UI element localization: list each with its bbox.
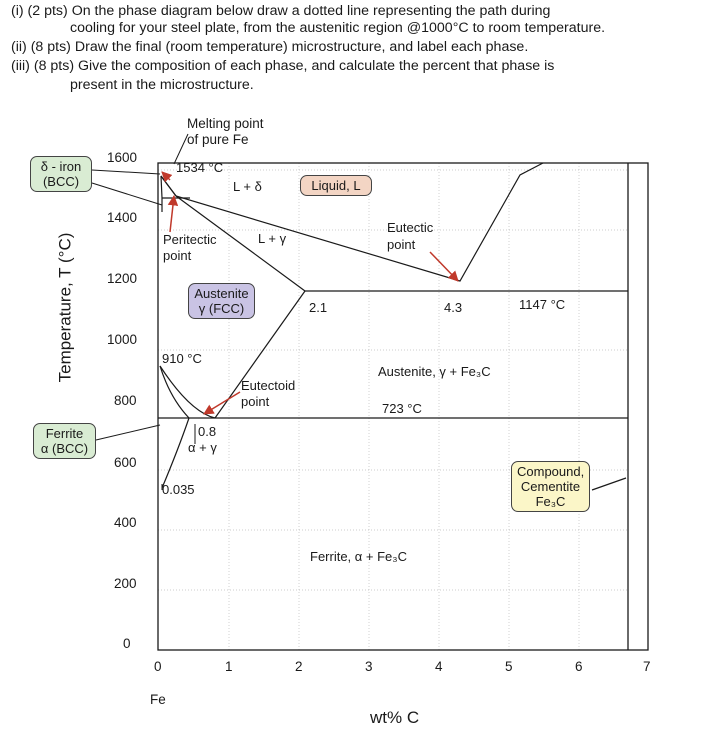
y-tick-1400: 1400 bbox=[107, 210, 138, 225]
peritectic-label: Peritectic bbox=[163, 232, 217, 247]
question-line-3: (ii) (8 pts) Draw the final (room temperature) microstructure, and label each phase. bbox=[11, 39, 529, 55]
eutectoid-label-2: point bbox=[241, 394, 270, 409]
x-tick-6: 6 bbox=[575, 659, 583, 674]
austenite-label: Austenite bbox=[194, 286, 249, 301]
peritectic-label-2: point bbox=[163, 248, 192, 263]
ferrite-bcc-label: α (BCC) bbox=[40, 441, 89, 456]
peritectic-arrow bbox=[170, 196, 174, 232]
y-tick-400: 400 bbox=[114, 515, 137, 530]
fe3c-label: Fe₃C bbox=[535, 494, 566, 509]
x-origin-label: Fe bbox=[150, 692, 166, 707]
melting-point-label-2: of pure Fe bbox=[187, 132, 249, 147]
y-tick-0: 0 bbox=[123, 636, 131, 651]
x-axis-label: wt% C bbox=[370, 708, 420, 727]
austenite-fcc-label: γ (FCC) bbox=[198, 301, 245, 316]
x-tick-3: 3 bbox=[365, 659, 373, 674]
alpha-gamma-label: α + γ bbox=[188, 440, 217, 455]
compound-label: Compound, bbox=[517, 464, 585, 479]
ferrite-pointer bbox=[96, 425, 160, 440]
eutectoid-arrow bbox=[204, 392, 240, 414]
delta-pointer-2 bbox=[92, 183, 162, 205]
y-tick-1200: 1200 bbox=[107, 271, 138, 286]
cementite-label: Cementite bbox=[520, 479, 581, 494]
austenite-region-box bbox=[188, 283, 255, 319]
temp-1147-label: 1147 °C bbox=[519, 297, 566, 312]
delta-boundary-1 bbox=[161, 176, 162, 198]
ferrite-cementite-label: Ferrite, α + Fe₃C bbox=[310, 549, 407, 564]
x-tick-2: 2 bbox=[295, 659, 303, 674]
temp-910-label: 910 °C bbox=[162, 351, 202, 366]
y-tick-600: 600 bbox=[114, 455, 137, 470]
delta-iron-box bbox=[30, 156, 92, 192]
x-tick-5: 5 bbox=[505, 659, 513, 674]
x-tick-7: 7 bbox=[643, 659, 651, 674]
ferrite-box bbox=[33, 423, 96, 459]
comp-4-3-label: 4.3 bbox=[444, 300, 463, 315]
alpha-boundary bbox=[160, 366, 189, 418]
y-tick-800: 800 bbox=[114, 393, 137, 408]
austenite-cementite-label: Austenite, γ + Fe₃C bbox=[378, 364, 491, 379]
comp-0-035-label: 0.035 bbox=[162, 482, 195, 497]
melting-point-label: Melting point bbox=[187, 116, 264, 131]
x-tick-1: 1 bbox=[225, 659, 233, 674]
eutectic-label-2: point bbox=[387, 237, 416, 252]
eutectoid-label: Eutectoid bbox=[241, 378, 296, 393]
a3-line bbox=[160, 366, 215, 418]
y-tick-1600: 1600 bbox=[107, 150, 138, 165]
ferrite-label: Ferrite bbox=[45, 426, 84, 441]
delta-iron-label: δ - iron bbox=[40, 159, 82, 174]
delta-pointer bbox=[92, 170, 160, 174]
solvus bbox=[162, 418, 189, 488]
eutectic-label: Eutectic bbox=[387, 220, 434, 235]
question-line-1: (i) (2 pts) On the phase diagram below draw a dotted line representing the path during bbox=[11, 3, 551, 19]
temp-723-label: 723 °C bbox=[382, 401, 422, 416]
temp-1534-label: 1534 °C bbox=[176, 160, 224, 175]
y-tick-200: 200 bbox=[114, 576, 137, 591]
comp-2-1-label: 2.1 bbox=[309, 300, 328, 315]
x-tick-4: 4 bbox=[435, 659, 443, 674]
question-line-5: present in the microstructure. bbox=[70, 77, 254, 93]
question-line-4: (iii) (8 pts) Give the composition of each phase, and calculate the percent that phase is bbox=[11, 58, 555, 74]
l-gamma-label: L + γ bbox=[258, 231, 287, 246]
compound-cementite-box bbox=[511, 461, 590, 512]
l-delta-label: L + δ bbox=[233, 179, 262, 194]
y-tick-1000: 1000 bbox=[107, 332, 138, 347]
comp-0-8-label: 0.8 bbox=[198, 424, 217, 439]
delta-bcc-label: (BCC) bbox=[42, 174, 80, 189]
x-tick-0: 0 bbox=[154, 659, 162, 674]
y-axis-label: Temperature, T (°C) bbox=[55, 232, 75, 383]
compound-pointer bbox=[592, 478, 626, 490]
liquid-region-box: Liquid, L bbox=[300, 175, 372, 196]
question-line-2: cooling for your steel plate, from the austenitic region @1000°C to room temperature. bbox=[70, 20, 606, 36]
